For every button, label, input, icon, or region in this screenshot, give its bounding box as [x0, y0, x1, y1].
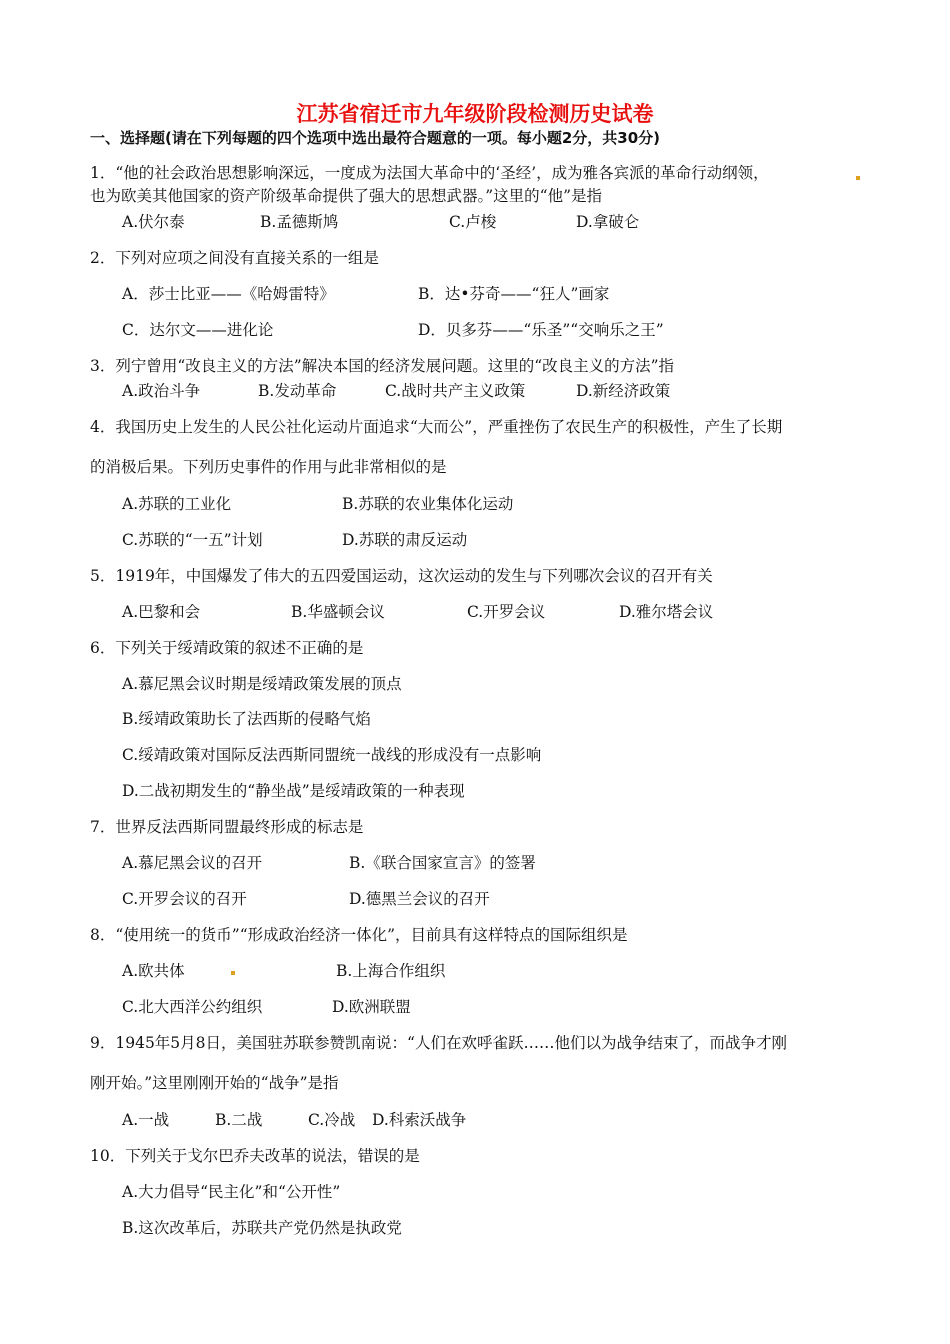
q4-option-b: B.苏联的农业集体化运动	[342, 495, 514, 513]
q3-stem: 3．列宁曾用“改良主义的方法”解决本国的经济发展问题。这里的“改良主义的方法”指	[90, 357, 675, 375]
q9-stem-line1: 9．1945年5月8日，美国驻苏联参赞凯南说：“人们在欢呼雀跃……他们以为战争结束了，而战争才刚	[90, 1034, 787, 1052]
q1-option-b: B.孟德斯鸠	[260, 213, 339, 231]
q4-option-a: A.苏联的工业化	[122, 495, 232, 513]
q10-option-a: A.大力倡导“民主化”和“公开性”	[122, 1183, 341, 1201]
q3-option-c: C.战时共产主义政策	[385, 382, 526, 400]
q5-stem: 5．1919年，中国爆发了伟大的五四爱国运动，这次运动的发生与下列哪次会议的召开有关	[90, 567, 713, 585]
q2-option-a: A．莎士比亚——《哈姆雷特》	[122, 285, 335, 303]
q2-option-d: D．贝多芬——“乐圣”“交响乐之王”	[418, 321, 664, 339]
exam-title: 江苏省宿迁市九年级阶段检测历史试卷	[296, 102, 654, 126]
q8-stem: 8．“使用统一的货币”“形成政治经济一体化”，目前具有这样特点的国际组织是	[90, 926, 628, 944]
q6-option-a: A.慕尼黑会议时期是绥靖政策发展的顶点	[122, 675, 402, 693]
q8-option-b: B.上海合作组织	[336, 962, 446, 980]
q5-option-c: C.开罗会议	[467, 603, 546, 621]
q9-option-b: B.二战	[215, 1111, 263, 1129]
q8-option-c: C.北大西洋公约组织	[122, 998, 263, 1016]
q4-option-c: C.苏联的“一五”计划	[122, 531, 263, 549]
q5-option-b: B.华盛顿会议	[291, 603, 385, 621]
q3-option-d: D.新经济政策	[576, 382, 671, 400]
q4-option-d: D.苏联的肃反运动	[342, 531, 468, 549]
q1-option-c: C.卢梭	[449, 213, 497, 231]
q1-stem-line1: 1．“他的社会政治思想影响深远，一度成为法国大革命中的‘圣经’，成为雅各宾派的革命行动纲领，	[90, 164, 769, 182]
q3-option-b: B.发动革命	[258, 382, 337, 400]
section-heading: 一、选择题(请在下列每题的四个选项中选出最符合题意的一项。每小题2分，共30分)	[90, 129, 661, 147]
q9-option-d: D.科索沃战争	[372, 1111, 467, 1129]
q6-option-c: C.绥靖政策对国际反法西斯同盟统一战线的形成没有一点影响	[122, 746, 542, 764]
q7-stem: 7．世界反法西斯同盟最终形成的标志是	[90, 818, 364, 836]
q2-option-b: B．达•芬奇——“狂人”画家	[418, 285, 610, 303]
q6-option-d: D.二战初期发生的“静坐战”是绥靖政策的一种表现	[122, 782, 465, 800]
q5-option-d: D.雅尔塔会议	[619, 603, 714, 621]
q4-stem-line2: 的消极后果。下列历史事件的作用与此非常相似的是	[90, 458, 447, 476]
q1-stem-line2: 也为欧美其他国家的资产阶级革命提供了强大的思想武器。”这里的“他”是指	[90, 187, 603, 205]
q10-option-b: B.这次改革后，苏联共产党仍然是执政党	[122, 1219, 402, 1237]
q10-stem: 10．下列关于戈尔巴乔夫改革的说法，错误的是	[90, 1147, 420, 1165]
q9-stem-line2: 刚开始。”这里刚刚开始的“战争”是指	[90, 1074, 339, 1092]
q7-option-a: A.慕尼黑会议的召开	[122, 854, 263, 872]
q9-option-c: C.冷战	[308, 1111, 356, 1129]
q1-option-d: D.拿破仑	[576, 213, 640, 231]
q8-option-d: D.欧洲联盟	[332, 998, 411, 1016]
q4-stem-line1: 4．我国历史上发生的人民公社化运动片面追求“大而公”，严重挫伤了农民生产的积极性，产生了长期	[90, 418, 783, 436]
q7-option-c: C.开罗会议的召开	[122, 890, 247, 908]
q7-option-b: B.《联合国家宣言》的签署	[349, 854, 536, 872]
q8-option-a: A.欧共体	[122, 962, 185, 980]
decorative-dot	[231, 971, 235, 975]
q5-option-a: A.巴黎和会	[122, 603, 201, 621]
q3-option-a: A.政治斗争	[122, 382, 201, 400]
q9-option-a: A.一战	[122, 1111, 170, 1129]
q6-option-b: B.绥靖政策助长了法西斯的侵略气焰	[122, 710, 371, 728]
q2-option-c: C．达尔文——进化论	[122, 321, 274, 339]
q1-option-a: A.伏尔泰	[122, 213, 185, 231]
q6-stem: 6．下列关于绥靖政策的叙述不正确的是	[90, 639, 364, 657]
q2-stem: 2．下列对应项之间没有直接关系的一组是	[90, 249, 379, 267]
decorative-dot	[856, 176, 860, 180]
q7-option-d: D.德黑兰会议的召开	[349, 890, 490, 908]
